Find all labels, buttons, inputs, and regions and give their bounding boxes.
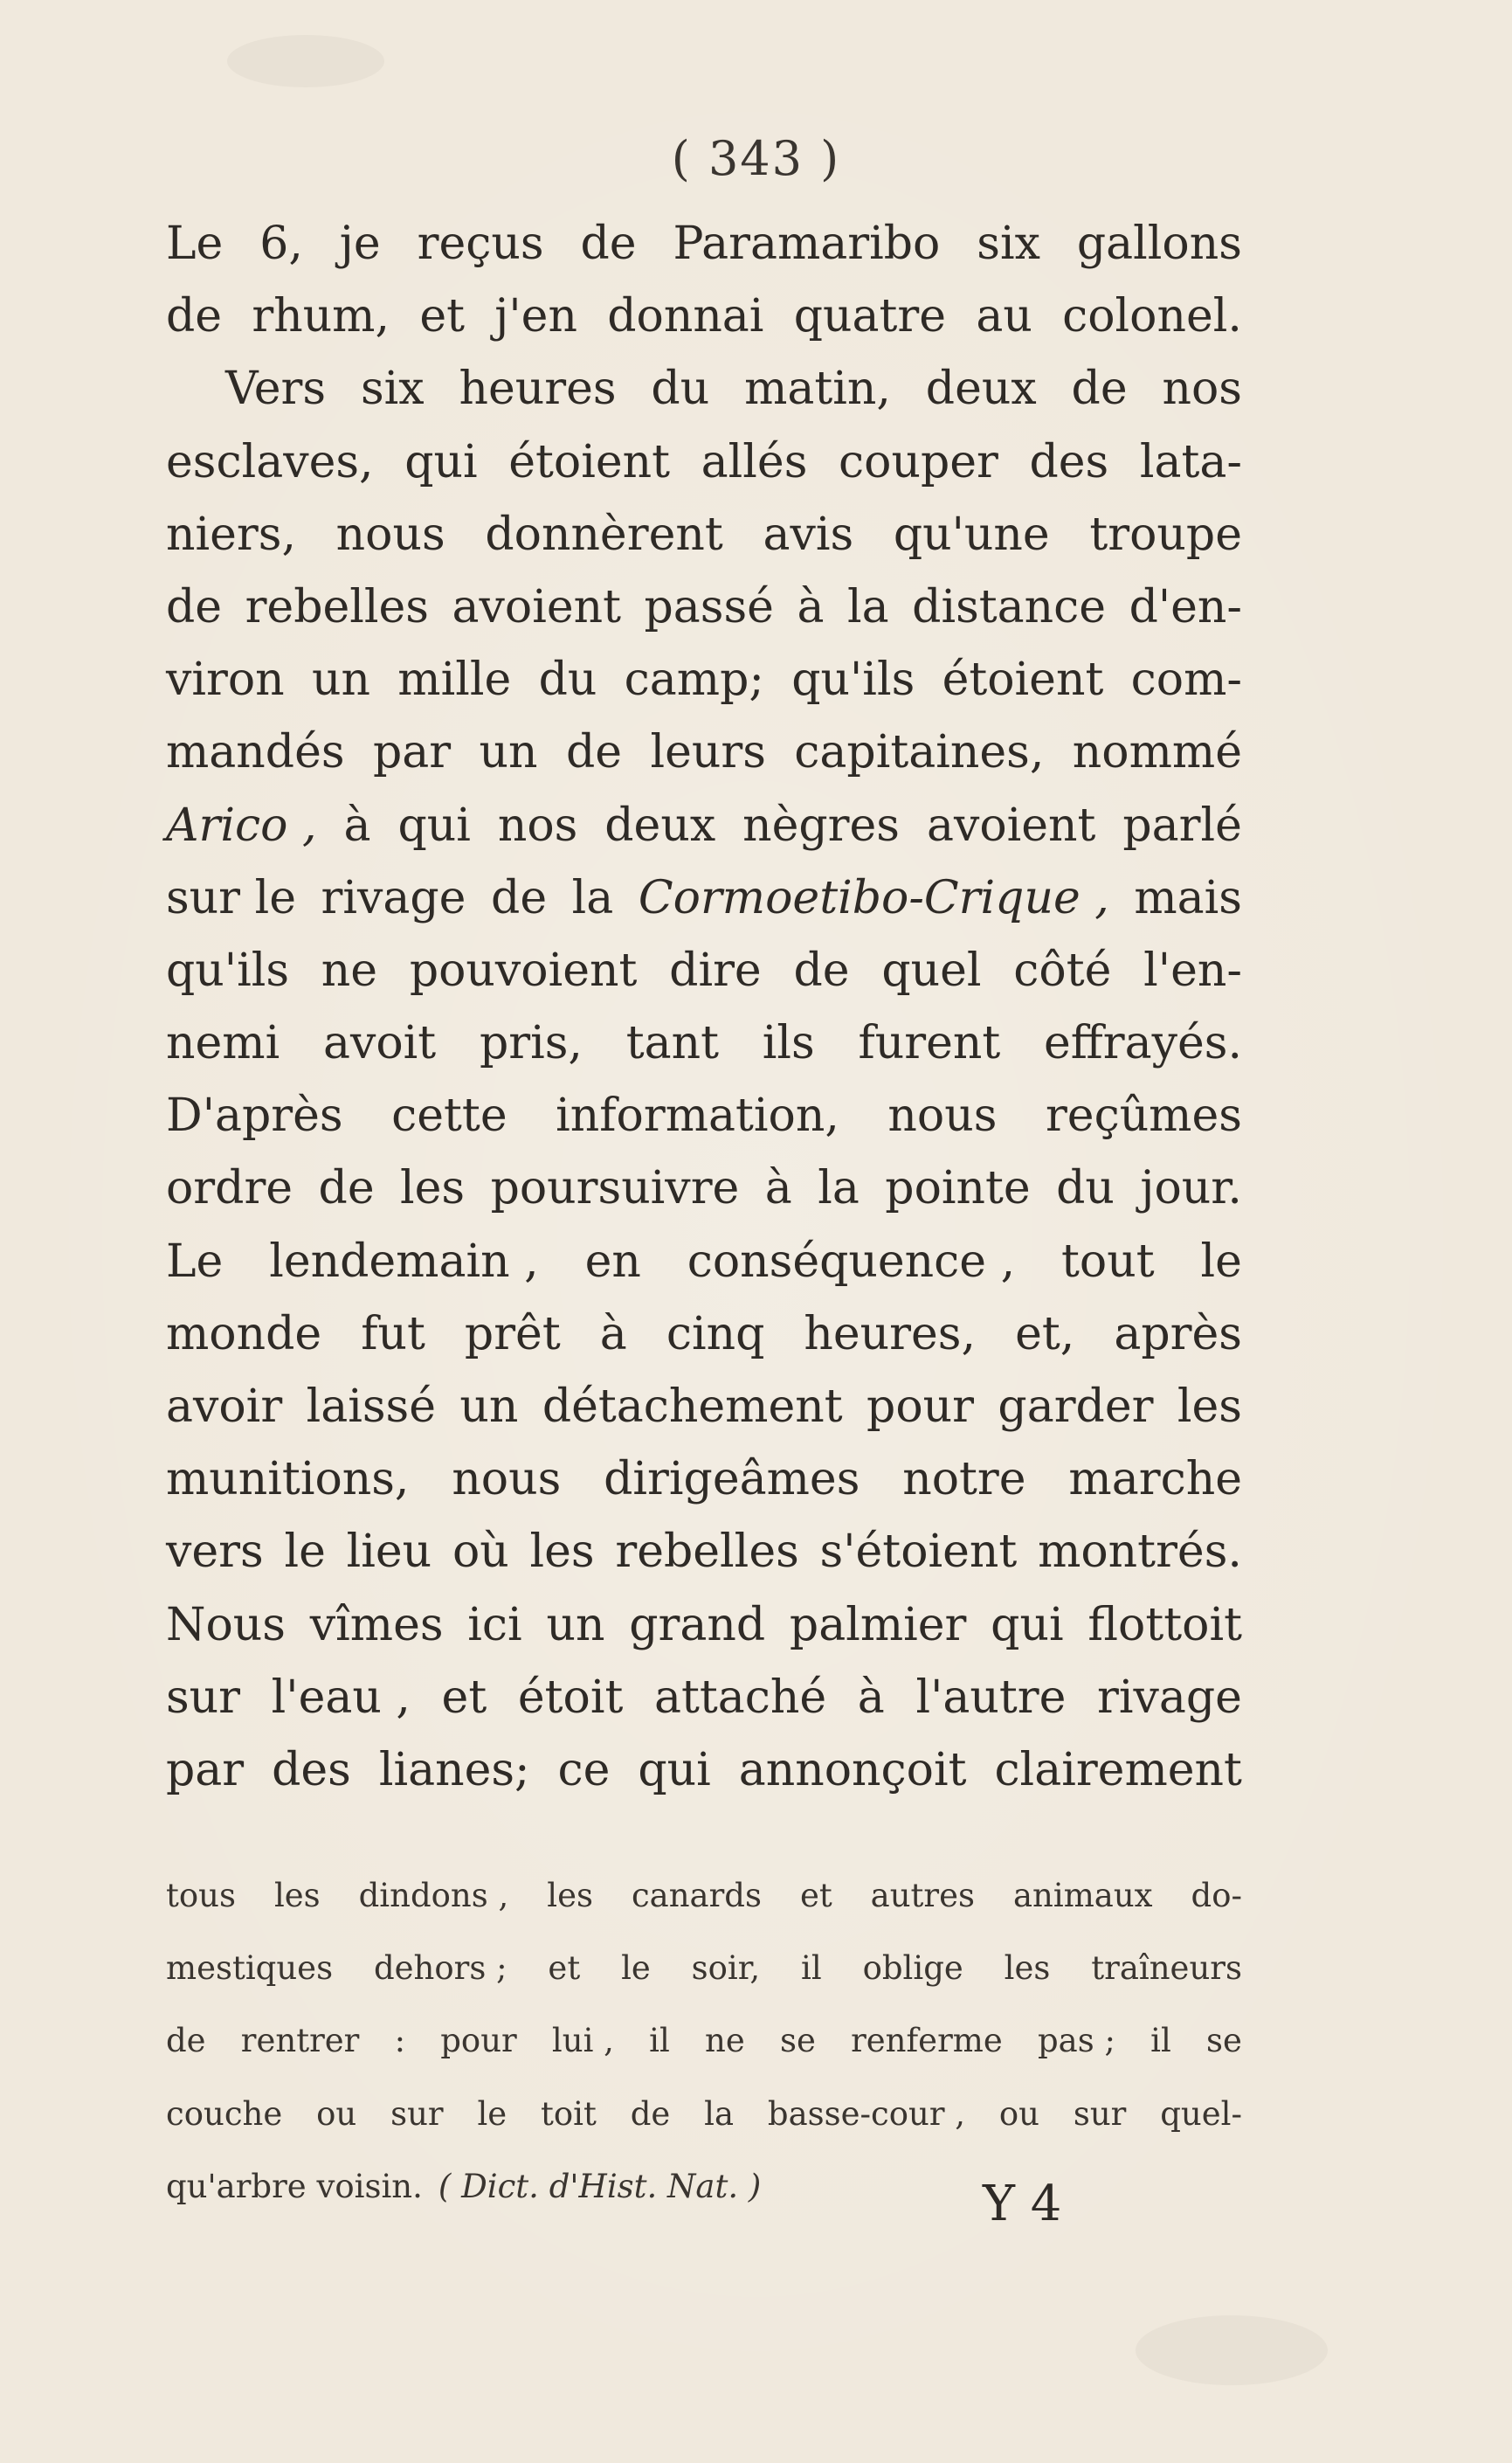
word: d'en- [1129, 580, 1242, 633]
word: qu'ils [791, 654, 915, 707]
word: à [343, 799, 371, 852]
word: Cormoetibo-Crique , [638, 871, 1109, 924]
word: dehors ; [373, 1949, 507, 1988]
citation: ( Dict. d'Hist. Nat. ) [438, 2167, 762, 2205]
lines-line [166, 280, 1242, 353]
word: tant [625, 1017, 720, 1070]
lines-line [166, 1443, 1242, 1516]
word: nous [887, 1090, 998, 1143]
word: munitions, [166, 1453, 410, 1506]
word: étoient [942, 654, 1104, 707]
lines-line [166, 862, 1242, 935]
word: Vers [225, 363, 327, 416]
word: il [649, 2022, 670, 2060]
word: avis [763, 508, 854, 561]
word: il [801, 1949, 822, 1988]
word: de [630, 2094, 671, 2133]
word: un [479, 726, 538, 779]
word: de [166, 2022, 206, 2060]
word: la [818, 1162, 860, 1215]
word: esclaves, [166, 435, 374, 488]
word: la [847, 580, 889, 633]
lines-line [166, 571, 1242, 644]
word: pas ; [1037, 2022, 1115, 2060]
word: par [372, 726, 452, 779]
word: lata- [1139, 435, 1242, 488]
word: vîmes [309, 1598, 444, 1651]
word: effrayés. [1044, 1017, 1242, 1070]
word: gallons [1076, 218, 1242, 270]
word: : [394, 2022, 406, 2060]
lines-line [166, 1662, 1242, 1734]
word: qui [404, 435, 478, 488]
word: j'en [494, 290, 577, 343]
word: mais [1134, 871, 1242, 924]
word: avoit [322, 1017, 437, 1070]
word: détachement [542, 1380, 843, 1433]
word: de [318, 1162, 375, 1215]
word: flottoit [1087, 1598, 1242, 1651]
word: côté [1013, 944, 1112, 997]
word: lui , [551, 2022, 614, 2060]
word: animaux [1012, 1877, 1153, 1914]
word: Arico , [166, 799, 317, 852]
word: le [621, 1949, 651, 1988]
word: et [548, 1949, 581, 1988]
word: deux [604, 799, 716, 852]
word: six [360, 363, 425, 416]
word: heures, [804, 1307, 977, 1360]
word: six [977, 218, 1040, 270]
word: annonçoit [738, 1743, 967, 1796]
word: avoir [166, 1380, 283, 1433]
word: se [1206, 2022, 1242, 2060]
word: les [1004, 1949, 1051, 1988]
word: lianes; [378, 1743, 530, 1796]
word: pour [440, 2022, 517, 2060]
lines-line [166, 1226, 1242, 1298]
lines-line [166, 1516, 1242, 1588]
word: quel- [1160, 2094, 1242, 2133]
word: les [547, 1877, 593, 1914]
word: parlé [1122, 799, 1242, 852]
word: nommé [1072, 726, 1242, 779]
word: Le [166, 1235, 224, 1288]
word: le [1200, 1235, 1242, 1288]
word: fut [361, 1307, 425, 1360]
word: qu'arbre voisin. [166, 2167, 423, 2205]
word: et [799, 1877, 832, 1914]
word: la [704, 2094, 735, 2133]
word: do- [1191, 1877, 1242, 1914]
word: Le [166, 218, 224, 270]
word: nemi [166, 1017, 280, 1070]
main-text [166, 208, 1242, 1807]
page-number-header: ( 343 ) [671, 131, 841, 186]
word: avoient [452, 580, 621, 633]
word: à [857, 1671, 885, 1724]
lines-line [166, 716, 1242, 789]
word: étoient [508, 435, 671, 488]
lines-line [166, 1734, 1242, 1807]
word: du [1056, 1162, 1115, 1215]
word: autres [870, 1877, 976, 1914]
word: qu'ils [166, 944, 290, 997]
word: ce [557, 1743, 611, 1796]
word: Nous [166, 1598, 286, 1651]
word: l'autre [915, 1671, 1067, 1724]
word: par [166, 1743, 245, 1796]
word: couper [839, 435, 998, 488]
word: couche [166, 2094, 283, 2133]
lines-line [166, 1298, 1242, 1371]
word: allés [701, 435, 808, 488]
word: troupe [1089, 508, 1242, 561]
word: nos [497, 799, 578, 852]
footnote_lines-line [166, 2084, 1242, 2156]
word: un [546, 1598, 605, 1651]
word: et [441, 1671, 487, 1724]
word: s'étoient [819, 1526, 1018, 1579]
word: qui [397, 799, 471, 852]
word: renferme [851, 2022, 1003, 2060]
word: montrés. [1038, 1526, 1242, 1579]
word: le [284, 1526, 326, 1579]
word: dindons , [358, 1877, 509, 1914]
word: de [793, 944, 850, 997]
word: 6, [259, 218, 303, 270]
word: de [166, 290, 223, 343]
word: à [599, 1307, 627, 1360]
word: ici [467, 1598, 522, 1651]
word: soir, [691, 1949, 761, 1988]
word: jour. [1140, 1162, 1242, 1215]
word: de [166, 580, 223, 633]
lines-line [166, 426, 1242, 499]
footnote_lines-line [166, 2156, 1242, 2229]
word: les [273, 1877, 321, 1914]
word: reçus [417, 218, 544, 270]
word: donnèrent [485, 508, 723, 561]
word: palmier [789, 1598, 967, 1651]
word: marche [1068, 1453, 1242, 1506]
word: garder [998, 1380, 1154, 1433]
word: cette [391, 1090, 507, 1143]
word: niers, [166, 508, 296, 561]
word: monde [166, 1307, 322, 1360]
footnote_lines-line [166, 2010, 1242, 2083]
signature-mark: Y 4 [983, 2176, 1062, 2232]
word: passé [644, 580, 774, 633]
lines-line [166, 208, 1242, 280]
word: leurs [650, 726, 766, 779]
word: clairement [994, 1743, 1242, 1796]
paper-stain [1136, 2315, 1328, 2385]
footnote_lines-line [166, 1865, 1242, 1938]
word: dire [669, 944, 762, 997]
word: lieu [346, 1526, 432, 1579]
word: tous [166, 1877, 236, 1914]
word: un [311, 654, 370, 707]
word: vers [166, 1526, 264, 1579]
word: sur [390, 2094, 444, 2133]
word: ne [321, 944, 378, 997]
lines-line [166, 644, 1242, 716]
word: notre [902, 1453, 1026, 1506]
word: se [779, 2022, 816, 2060]
word: furent [858, 1017, 1001, 1070]
word: basse-cour , [767, 2094, 966, 2133]
word: rivage [1097, 1671, 1242, 1724]
word: de [1071, 363, 1128, 416]
word: capitaines, [794, 726, 1045, 779]
word: qui [638, 1743, 711, 1796]
word: qui [991, 1598, 1064, 1651]
word: nous [335, 508, 445, 561]
word: camp; [624, 654, 764, 707]
word: des [1029, 435, 1109, 488]
footnote [166, 1865, 1242, 2229]
word: information, [556, 1090, 839, 1143]
word: rhum, [252, 290, 390, 343]
word: ne [705, 2022, 745, 2060]
word: donnai [607, 290, 764, 343]
word: étoit [517, 1671, 624, 1724]
word: Paramaribo [673, 218, 941, 270]
word: reçûmes [1045, 1090, 1242, 1143]
word: sur [1073, 2094, 1127, 2133]
lines-line [166, 790, 1242, 862]
word: distance [912, 580, 1107, 633]
word: heures [459, 363, 617, 416]
word: pris, [479, 1017, 583, 1070]
word: toit [541, 2094, 597, 2133]
word: mille [397, 654, 512, 707]
word: D'après [166, 1090, 343, 1143]
word: rivage [321, 871, 466, 924]
paper-stain [227, 35, 384, 87]
lines-line [166, 1007, 1242, 1080]
word: rentrer [240, 2022, 360, 2060]
word: la [571, 871, 614, 924]
word: pour [866, 1380, 974, 1433]
word: nous [452, 1453, 562, 1506]
word: mestiques [166, 1949, 334, 1988]
word: cinq [666, 1307, 765, 1360]
word: les [400, 1162, 466, 1215]
word: les [529, 1526, 595, 1579]
word: sur [166, 1671, 241, 1724]
word: tout [1061, 1235, 1155, 1288]
word: prêt [464, 1307, 561, 1360]
word: colonel. [1062, 290, 1242, 343]
word: poursuivre [490, 1162, 740, 1215]
word: matin, [744, 363, 891, 416]
word: rebelles [615, 1526, 799, 1579]
word: ordre [166, 1162, 293, 1215]
lines-line [166, 1589, 1242, 1662]
word: com- [1130, 654, 1242, 707]
word: l'en- [1143, 944, 1242, 997]
word: rebelles [245, 580, 429, 633]
word: nos [1162, 363, 1242, 416]
footnote_lines-line [166, 1938, 1242, 2010]
word: canards [631, 1877, 762, 1914]
word: les [1177, 1380, 1242, 1433]
word: je [339, 218, 381, 270]
word: l'eau , [271, 1671, 411, 1724]
word: grand [629, 1598, 766, 1651]
word: où [452, 1526, 509, 1579]
lines-line [166, 1080, 1242, 1152]
word: le [477, 2094, 507, 2133]
word: pouvoient [409, 944, 638, 997]
word: laissé [306, 1380, 437, 1433]
lines-line [166, 935, 1242, 1007]
word: quatre [793, 290, 947, 343]
word: sur le [166, 871, 296, 924]
word: du [651, 363, 710, 416]
word: viron [166, 654, 285, 707]
word: oblige [862, 1949, 963, 1988]
word: mandés [166, 726, 345, 779]
word: après [1114, 1307, 1242, 1360]
word: deux [925, 363, 1037, 416]
word: de [565, 726, 623, 779]
word: du [538, 654, 597, 707]
word: en [584, 1235, 641, 1288]
word: conséquence , [687, 1235, 1016, 1288]
word: à [764, 1162, 792, 1215]
word: ils [762, 1017, 815, 1070]
word: et, [1015, 1307, 1075, 1360]
word: il [1150, 2022, 1171, 2060]
word: attaché [653, 1671, 827, 1724]
word: ou [316, 2094, 357, 2133]
word: qu'une [893, 508, 1050, 561]
word: quel [881, 944, 982, 997]
lines-line [166, 1152, 1242, 1225]
word: de [491, 871, 548, 924]
word: un [459, 1380, 519, 1433]
word: pointe [885, 1162, 1031, 1215]
word: au [976, 290, 1032, 343]
word: avoient [926, 799, 1096, 852]
word: dirigeâmes [604, 1453, 860, 1506]
lines-line [166, 353, 1242, 425]
word: à [797, 580, 825, 633]
word: traîneurs [1091, 1949, 1242, 1988]
word: des [272, 1743, 351, 1796]
word: ou [998, 2094, 1040, 2133]
lines-line [166, 499, 1242, 571]
word: nègres [742, 799, 900, 852]
word: lendemain , [269, 1235, 539, 1288]
word: de [580, 218, 637, 270]
lines-line [166, 1371, 1242, 1443]
word: et [419, 290, 465, 343]
